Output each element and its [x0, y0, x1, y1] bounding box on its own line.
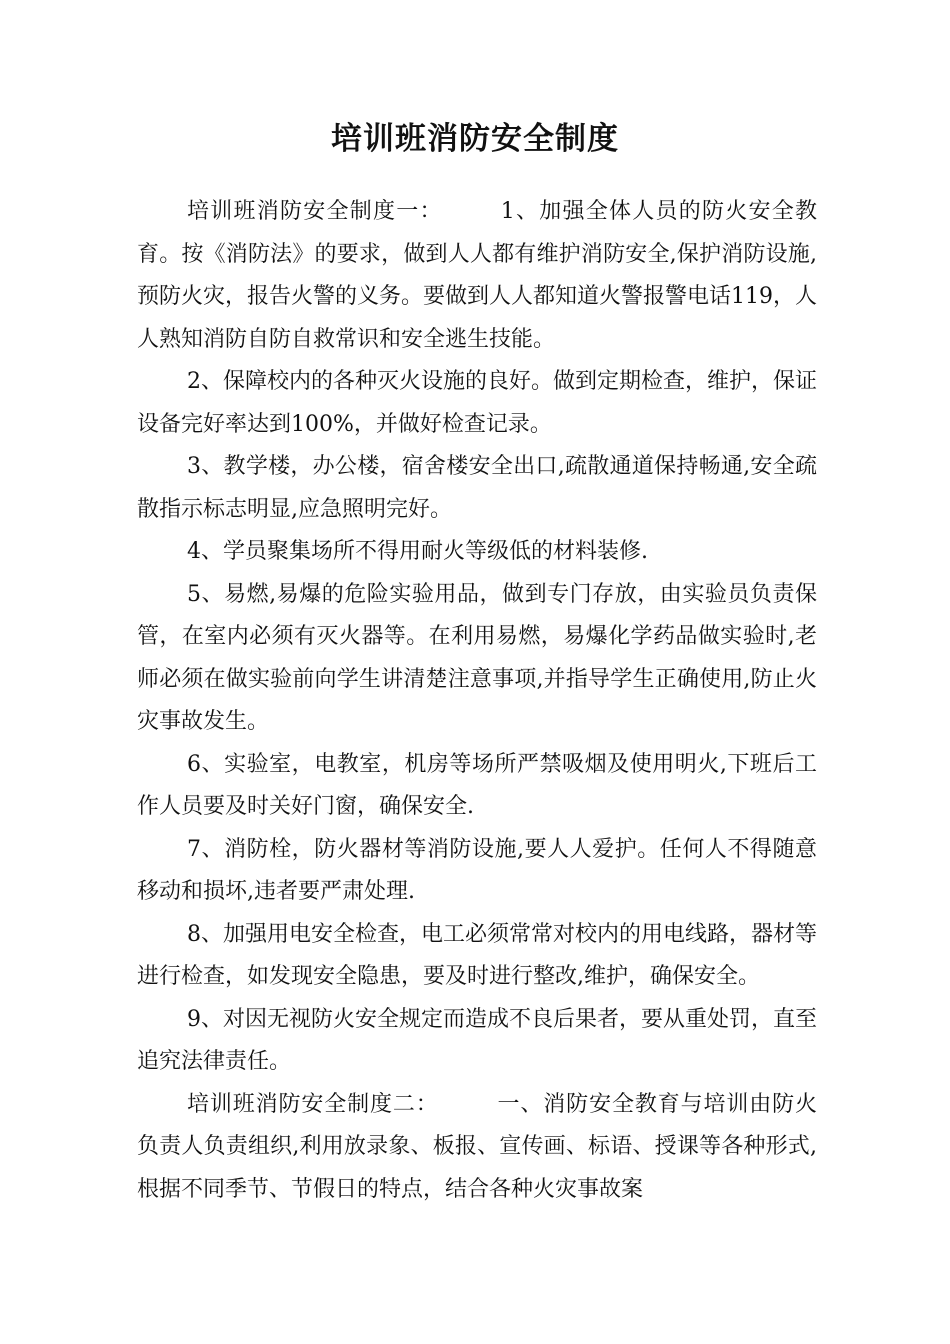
paragraph-text-4: 4、学员聚集场所不得用耐火等级低的材料装修. — [187, 539, 648, 564]
paragraph-3 — [137, 446, 817, 531]
paragraph-text-8: 8、加强用电安全检查，电工必须常常对校内的用电线路，器材等进行检查，如发现安全隐患，要及时进行整改,维护，确保安全。 — [137, 921, 817, 989]
paragraph-text-2: 2、保障校内的各种灭火设施的良好。做到定期检查，维护，保证设备完好率达到100%，并做好检查记录。 — [137, 369, 817, 437]
paragraph-2 — [137, 361, 817, 446]
paragraph-1 — [137, 191, 817, 361]
paragraph-text-7: 7、消防栓，防火器材等消防设施,要人人爱护。任何人不得随意移动和损坏,违者要严肃处理. — [137, 836, 817, 904]
section-lead-1: 培训班消防安全制度一： — [187, 199, 443, 224]
paragraph-5 — [137, 574, 817, 744]
paragraph-10 — [137, 1084, 817, 1212]
document-body — [137, 191, 817, 1211]
paragraph-text-3: 3、教学楼，办公楼，宿舍楼安全出口,疏散通道保持畅通,安全疏散指示标志明显,应急照明完好。 — [137, 454, 817, 522]
paragraph-text-10: 一、消防安全教育与培训由防火负责人负责组织,利用放录象、板报、宣传画、标语、授课等各种形式,根据不同季节、节假日的特点，结合各种火灾事故案 — [137, 1091, 817, 1202]
paragraph-text-6: 6、实验室，电教室，机房等场所严禁吸烟及使用明火,下班后工作人员要及时关好门窗，确保安全. — [137, 751, 817, 819]
paragraph-6 — [137, 744, 817, 829]
paragraph-text-9: 9、对因无视防火安全规定而造成不良后果者，要从重处罚，直至追究法律责任。 — [137, 1006, 817, 1074]
paragraph-7 — [137, 829, 817, 914]
section-lead-2: 培训班消防安全制度二： — [187, 1091, 439, 1117]
document-title: 培训班消防安全制度 — [331, 121, 619, 157]
paragraph-text-1: 1、加强全体人员的防火安全教育。按《消防法》的要求，做到人人都有维护消防安全,保护消防设施,预防火灾，报告火警的义务。要做到人人都知道火警报警电话119，人人熟知消防自防自救常识和安全逃生技能。 — [137, 199, 817, 352]
paragraph-4 — [137, 531, 817, 574]
paragraph-9 — [137, 999, 817, 1084]
paragraph-8 — [137, 914, 817, 999]
paragraph-text-5: 5、易燃,易爆的危险实验用品，做到专门存放，由实验员负责保管，在室内必须有灭火器等。在利用易燃，易爆化学药品做实验时,老师必须在做实验前向学生讲清楚注意事项,并指导学生正确使用,防止火灾事故发生。 — [137, 581, 817, 734]
